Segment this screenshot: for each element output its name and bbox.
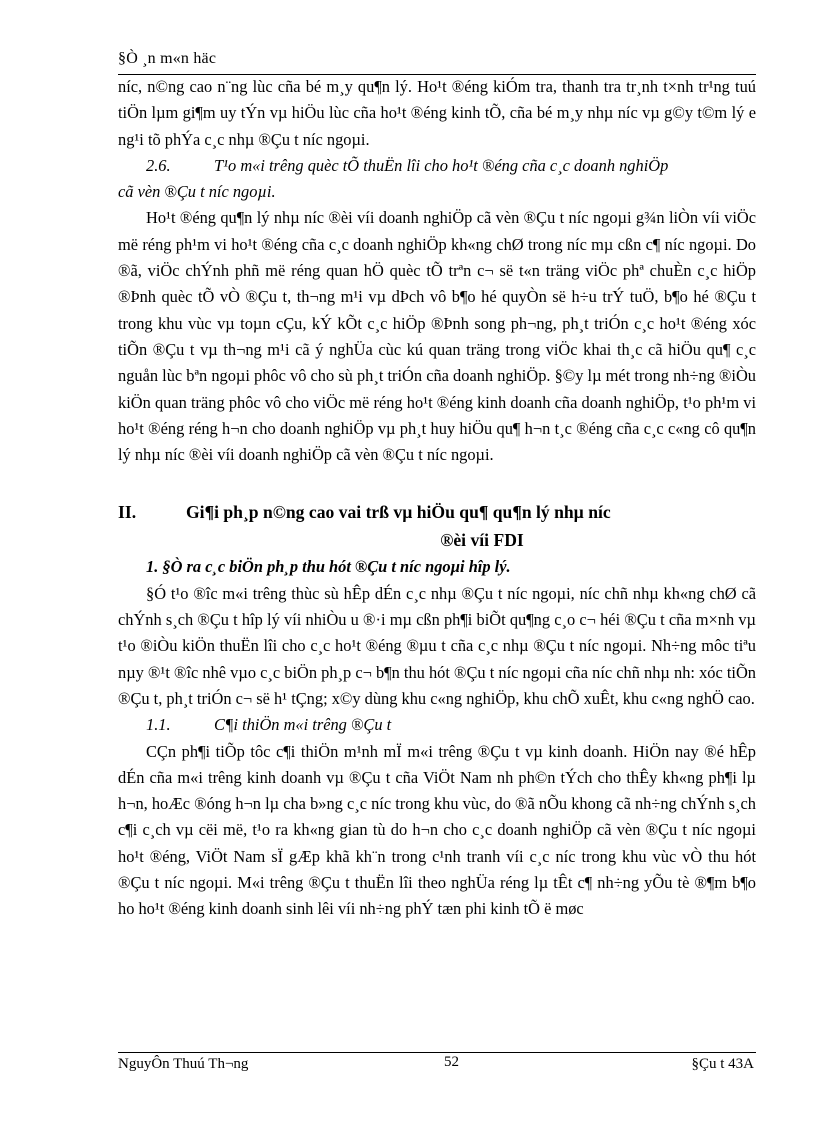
footer-class-label: §Çu t 43A [691, 1056, 754, 1072]
footer-page-number: 52 [444, 1054, 459, 1070]
section-ii-title-line2: ®èi víi FDI [440, 530, 524, 551]
item-1-heading: 1. §Ò ra c¸c biÖn ph¸p thu hót ®Çu t níc ngoµi hîp lý. [146, 557, 511, 577]
subsection-2-6-title-line1: T¹o m«i trêng quèc tÕ thuËn lîi cho ho¹t ®éng cña c¸c doanh nghiÖp [214, 155, 669, 175]
subsection-2-6-paragraph: Ho¹t ®éng qu¶n lý nhµ níc ®èi víi doanh nghiÖp cã vèn ®Çu t níc ngoµi g¾n liÒn víi viÖc më réng ph¹m vi ho¹t ®éng cña c¸c doanh nghiÖp kh«ng chØ trong níc mµ cßn c¶ níc ngoµi. Do ®ã, viÖc chÝnh phñ më réng quan hÖ quèc tÕ trªn c¬ së t«n träng viÖc phª chuÈn c¸c hiÖp ®Þnh quèc tÕ vÒ ®Çu t, th¬ng m¹i vµ dÞch vô b¶o hé quyÒn së h÷u trÝ tuÖ, b¶o hé ®Çu t trong khu vùc vµ toµn cÇu, kÝ kÕt c¸c hiÖp ®Þnh song ph¬ng, ph¸t triÓn c¸c ho¹t ®éng xóc tiÕn ®Çu t vµ th¬ng m¹i cã ý nghÜa cùc kú quan träng trong viÖc khai th¸c cã hiÖu qu¶ c¸c nguån lùc bªn ngoµi phôc vô cho sù ph¸t triÓn cña doanh nghiÖp. §©y lµ mét trong nh÷ng ®iÒu kiÖn quan träng phôc vô cho viÖc më réng ho¹t ®éng kinh doanh cña doanh nghiÖp, t¹o ph¹m vi ho¹t ®éng réng h¬n cho doanh nghiÖp vµ ph¸t huy hiÖu qu¶ h¬n t¸c ®éng cña c¸c c«ng cô qu¶n lý nhµ níc ®èi víi doanh nghiÖp cã vèn ®Çu t níc ngoµi. [118, 208, 756, 465]
page-content [118, 74, 756, 923]
page-header-title: §Ò ¸n m«n häc [118, 50, 217, 67]
subsection-2-6-title-line2: cã vèn ®Çu t níc ngoµi. [118, 182, 276, 202]
section-ii-number: II. [118, 502, 137, 523]
section-ii-title-line1: Gi¶i ph¸p n©ng cao vai trß vµ hiÖu qu¶ qu¶n lý nhµ níc [186, 502, 611, 523]
subsection-1-1-title: C¶i thiÖn m«i trêng ®Çu t [214, 715, 392, 735]
intro-paragraph: níc, n©ng cao n¨ng lùc cña bé m¸y qu¶n lý. Ho¹t ®éng kiÓm tra, thanh tra tr¸nh t×nh tr¹ng tuú tiÖn lµm gi¶m uy tÝn vµ hiÖu lùc cña ho¹t ®éng kinh tÕ, cña bé m¸y nhµ níc vµ g©y t©m lý e ng¹i tõ phÝa c¸c nhµ ®Çu t níc ngoµi. [118, 77, 756, 149]
subsection-2-6-number: 2.6. [146, 155, 171, 175]
item-1-paragraph: §Ó t¹o ®îc m«i trêng thùc sù hÊp dÉn c¸c nhµ ®Çu t níc ngoµi, níc chñ nhµ kh«ng chØ cã chÝnh s¸ch ®Çu t hîp lý víi nhiÒu u ®·i mµ cßn ph¶i biÕt qu¶ng c¸o c¬ héi ®Çu t cña m×nh vµ t¹o ®iÒu kiÖn thuËn lîi cho c¸c ho¹t ®éng ®µu t cña c¸c nhµ ®Çu t níc ngoµi. Nh÷ng môc tiªu nµy ®¹t ®îc nhê vµo c¸c biÖn ph¸p c¬ b¶n thu hót ®Çu t níc ngoµi cña níc chñ nhµ nh: xóc tiÕn ®Çu t, ph¸t triÓn c¬ së h¹ tÇng; x©y dùng khu c«ng nghiÖp, khu chÕ xuÊt, khu c«ng nghÖ cao. [118, 583, 756, 708]
page-footer [118, 1056, 756, 1076]
subsection-1-1-paragraph: CÇn ph¶i tiÕp tôc c¶i thiÖn m¹nh mÏ m«i trêng ®Çu t vµ kinh doanh. HiÖn nay ®é hÊp dÉn cña m«i trêng kinh doanh vµ ®Çu t cña ViÖt Nam nh ph©n tÝch cho thÊy kh«ng ph¶i lµ h¬n, hoÆc ®óng h¬n lµ cha b»ng c¸c níc trong khu vùc, do ®ã nÕu khong cã nh÷ng chÝnh s¸ch c¶i c¸ch vµ cëi më, t¹o ra kh«ng gian tù do h¬n cho c¸c doanh nghiÖp cã vèn ®Çu t níc ngoµi ho¹t ®éng, ViÖt Nam sÏ gÆp khã kh¨n trong c¹nh tranh víi c¸c níc trong khu vùc vÒ thu hót ®Çu t níc ngoµi. M«i trêng ®Çu t thuËn lîi theo nghÜa réng lµ tÊt c¶ nh÷ng yÕu tè ®¶m b¶o ho ho¹t ®éng kinh doanh sinh lêi víi nh÷ng phÝ tæn phi kinh tÕ ë møc [118, 741, 756, 919]
subsection-1-1-number: 1.1. [146, 715, 171, 735]
footer-author: NguyÔn Thuú Th¬ng [118, 1056, 249, 1072]
section-ii-heading [118, 498, 756, 554]
subsection-2-6-heading [118, 153, 756, 206]
footer-divider [118, 1052, 756, 1053]
subsection-1-1-heading [118, 712, 756, 738]
